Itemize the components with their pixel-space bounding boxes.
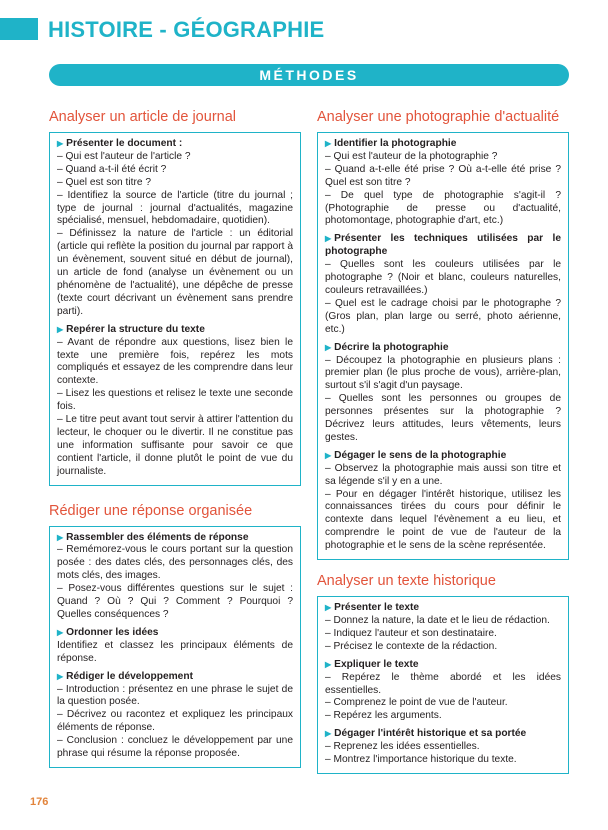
group-line: – Le titre peut avant tout servir à attirer l'attention du lecteur, le choquer ou le divertir. Il ne constitue pas une information suffisante pour savoir ce que contient l'article, il donne plutôt le point de vue du journaliste.: [57, 414, 293, 477]
triangle-bullet-icon: ▶: [57, 324, 64, 334]
group-heading: [57, 627, 293, 640]
triangle-bullet-icon: ▶: [325, 342, 332, 352]
group-heading-text: Présenter les techniques utilisées par le photographe: [325, 233, 561, 258]
group-line: – Pour en dégager l'intérêt historique, utilisez les connaissances tirées du cours pour définir le contexte dans lequel l'évènement a eu lieu, et comprendre le point de vue de l'auteur de la photographie et le sens de la scène représentée.: [325, 488, 561, 552]
group-line: – Qui est l'auteur de la photographie ?: [325, 150, 498, 162]
triangle-bullet-icon: ▶: [325, 139, 332, 148]
group-line: – Introduction : présentez en une phrase le sujet de la question posée.: [57, 683, 293, 708]
group-line: – Définissez la nature de l'article : un éditorial (article qui reflète la position du journal par rapport à un évènement, souvent situé en début de journal), un article de fond (analyse un évènement ou un phénomène de l'actualité), une dépêche de presse (texte court décrivant un évènement sans prendre parti).: [57, 228, 293, 317]
header-accent-bar: [0, 18, 38, 40]
group-line: – Quand a-t-elle été prise ? Où a-t-elle été prise ? Quel est son titre ?: [325, 163, 561, 188]
group-heading-text: Dégager l'intérêt historique et sa portée: [334, 728, 527, 740]
method-group: [325, 728, 561, 767]
group-heading: [57, 532, 293, 545]
method-group: [57, 671, 293, 761]
method-box: [317, 132, 569, 560]
group-heading-text: Dégager le sens de la photographie: [334, 449, 507, 461]
group-line: – Reprenez les idées essentielles.: [325, 741, 480, 753]
group-heading-text: Présenter le document :: [66, 138, 183, 149]
group-line: – Repérez le thème abordé et les idées essentielles.: [325, 671, 561, 696]
triangle-bullet-icon: ▶: [325, 659, 332, 669]
methodes-banner: MÉTHODES: [49, 64, 569, 86]
method-group: [57, 532, 293, 622]
method-group: [57, 138, 293, 319]
group-line: – Avant de répondre aux questions, lisez bien le texte une première fois, repérez les mots compliqués et essayez de les comprendre dans leur contexte.: [57, 336, 293, 387]
group-line: – Qui est l'auteur de l'article ?: [57, 150, 191, 162]
method-group: [325, 138, 561, 228]
left-column: [49, 108, 301, 768]
method-group: [325, 602, 561, 654]
group-line: – Décrivez ou racontez et expliquez les principaux éléments de réponse.: [57, 709, 293, 734]
triangle-bullet-icon: ▶: [325, 234, 332, 244]
triangle-bullet-icon: ▶: [57, 139, 64, 148]
section-title: Rédiger une réponse organisée: [49, 502, 253, 519]
method-group: [325, 450, 561, 553]
group-line: – Conclusion : concluez le développement par une phrase qui résume la réponse proposée.: [57, 735, 293, 760]
group-heading-text: Repérer la structure du texte: [66, 323, 205, 335]
group-line: – Montrez l'importance historique du texte.: [325, 754, 517, 766]
group-heading: [325, 728, 561, 741]
method-group: [325, 342, 561, 445]
group-line: – Remémorez-vous le cours portant sur la question posée : des dates clés, des personnages clés, des mots clés, des images.: [57, 544, 293, 582]
group-heading-text: Expliquer le texte: [334, 658, 419, 670]
group-line: – Quel est le cadrage choisi par le photographe ? (Gros plan, plan large ou serré, photo aérienne, etc.): [325, 297, 561, 335]
group-line: – Lisez les questions et relisez le texte une seconde fois.: [57, 388, 293, 413]
group-heading: [57, 138, 293, 151]
method-box: [49, 132, 301, 486]
group-heading: [57, 324, 293, 337]
group-line: – Indiquez l'auteur et son destinataire.: [325, 627, 497, 639]
group-line: – Quelles sont les personnes ou groupes de personnes présentes sur la photographie ? Décrivez leurs attitudes, leurs vêtements, leurs gestes.: [325, 393, 561, 443]
section-title: Analyser un article de journal: [49, 109, 236, 125]
group-heading-text: Présenter le texte: [334, 602, 420, 614]
group-heading-text: Décrire la photographie: [334, 341, 449, 353]
group-heading: [325, 602, 561, 615]
section-title: Analyser un texte historique: [317, 573, 496, 590]
method-box: [49, 526, 301, 768]
right-column: [317, 108, 569, 774]
group-line: – Repérez les arguments.: [325, 710, 442, 722]
method-group: [57, 627, 293, 666]
group-line: – De quel type de photographie s'agit-il ? (Photographie de presse ou d'actualité, photomontage, photographie d'art, etc.): [325, 189, 561, 227]
group-heading: [325, 342, 561, 355]
group-heading: [57, 671, 293, 684]
triangle-bullet-icon: ▶: [57, 532, 64, 542]
page-title: HISTOIRE - GÉOGRAPHIE: [48, 17, 325, 42]
group-heading: [325, 233, 561, 259]
group-heading-text: Rassembler des éléments de réponse: [66, 531, 249, 543]
group-line: – Quelles sont les couleurs utilisées par le photographe ? (Noir et blanc, couleurs naturelles, couleurs retravaillées.): [325, 259, 561, 296]
triangle-bullet-icon: ▶: [325, 450, 332, 460]
group-line: – Comprenez le point de vue de l'auteur.: [325, 697, 508, 709]
group-heading: [325, 138, 561, 151]
group-heading-text: Ordonner les idées: [66, 626, 159, 638]
method-box: [317, 596, 569, 774]
triangle-bullet-icon: ▶: [325, 603, 332, 613]
section-title: Analyser une photographie d'actualité: [317, 109, 560, 125]
group-line: – Donnez la nature, la date et le lieu de rédaction.: [325, 615, 550, 626]
group-line: – Quel est son titre ?: [57, 176, 152, 188]
group-line: – Posez-vous différentes questions sur le sujet : Quand ? Où ? Qui ? Comment ? Pourquoi ? Quelles conséquences ?: [57, 583, 293, 620]
method-group: [57, 324, 293, 479]
page-number: 176: [30, 796, 49, 808]
group-heading-text: Rédiger le développement: [66, 670, 193, 682]
group-heading: [325, 450, 561, 463]
group-heading: [325, 659, 561, 672]
triangle-bullet-icon: ▶: [57, 671, 64, 681]
triangle-bullet-icon: ▶: [57, 627, 64, 637]
group-line: – Quand a-t-il été écrit ?: [57, 163, 167, 175]
group-line: – Observez la photographie mais aussi son titre et sa légende s'il y en a une.: [325, 462, 561, 487]
group-line: – Identifiez la source de l'article (titre du journal ; type de journal : journal d'actualités, magazine spécialisé, mensuel, hebdomadaire, quotidien).: [57, 189, 293, 227]
group-heading-text: Identifier la photographie: [334, 138, 457, 149]
method-group: [325, 233, 561, 336]
group-line: – Précisez le contexte de la rédaction.: [325, 640, 498, 652]
group-line: – Découpez la photographie en plusieurs plans : premier plan (le plus proche de vous), arrière-plan, surtout s'il s'agit d'un paysage.: [325, 354, 561, 392]
group-line: Identifiez et classez les principaux éléments de réponse.: [57, 639, 293, 664]
method-group: [325, 659, 561, 724]
triangle-bullet-icon: ▶: [325, 729, 332, 739]
